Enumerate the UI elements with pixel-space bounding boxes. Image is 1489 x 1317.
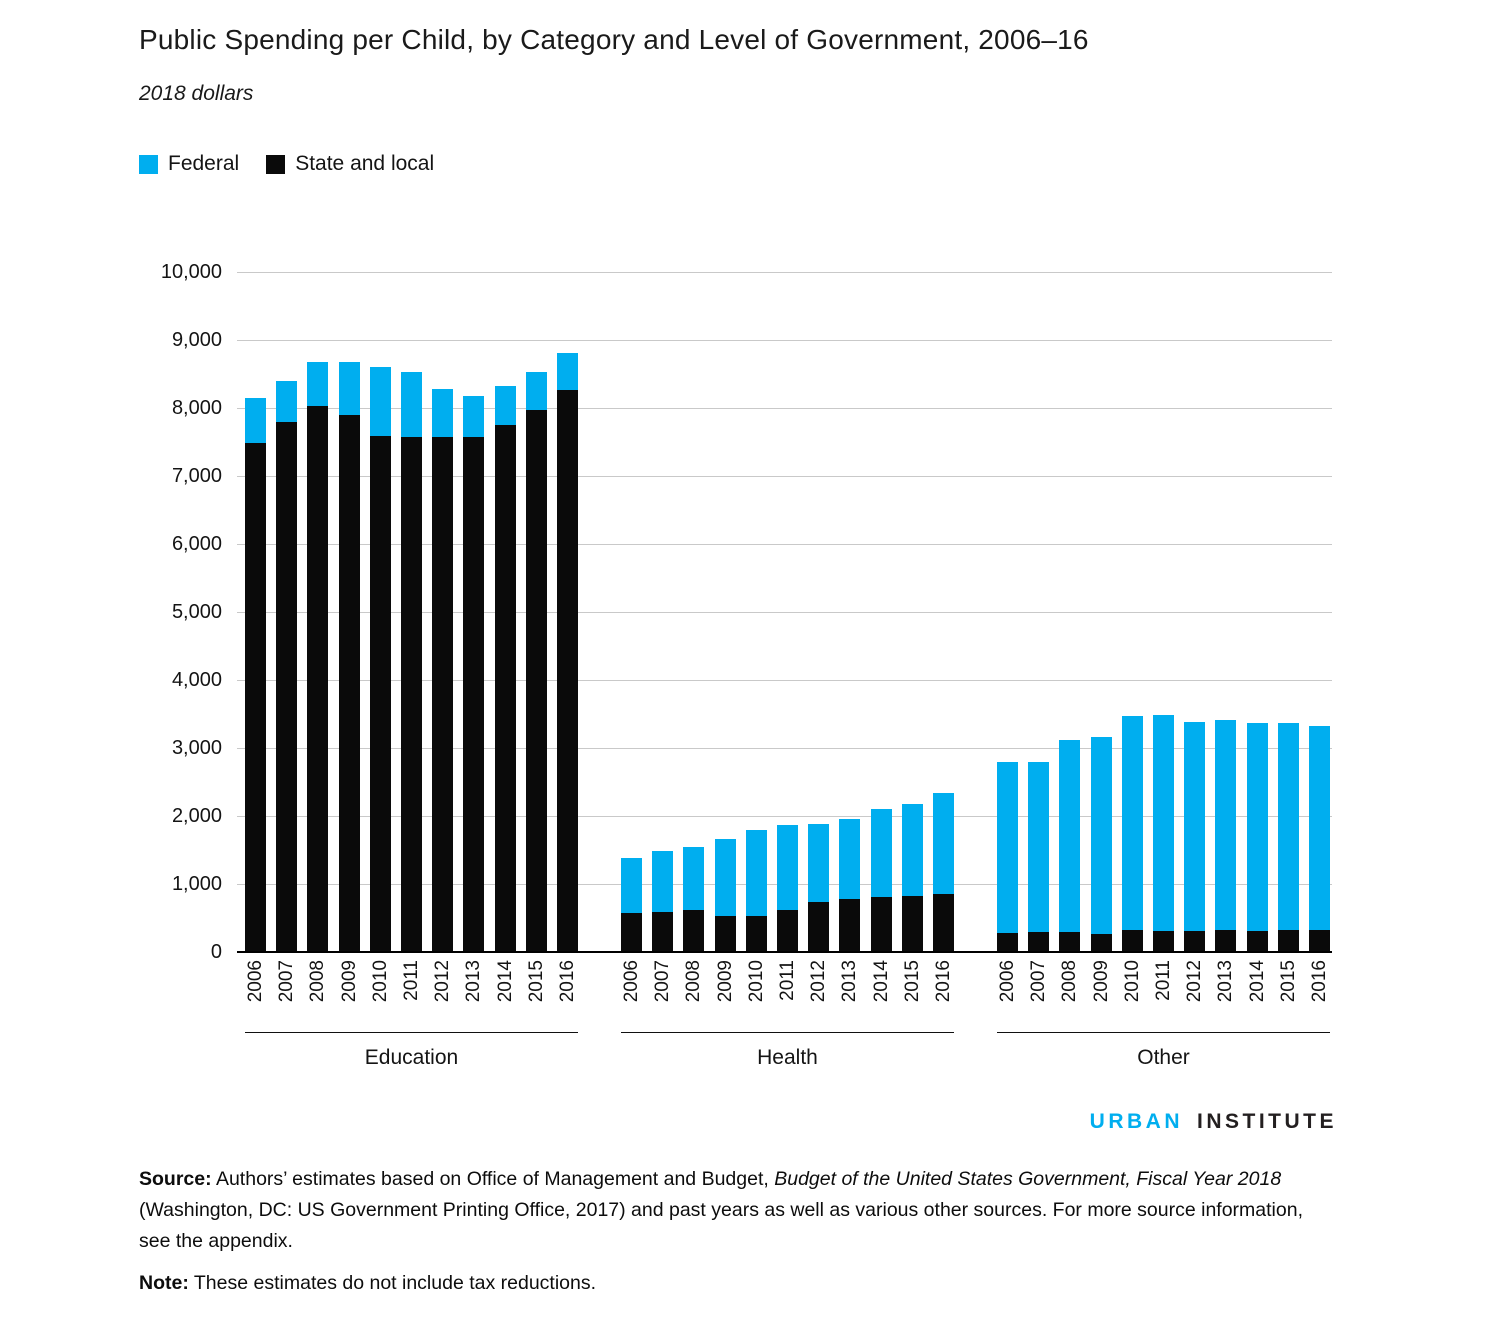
bar-segment-federal — [871, 809, 892, 897]
bar-segment-state-local — [557, 390, 578, 952]
x-axis-year-labels-education — [245, 960, 578, 1014]
bar-segment-federal — [808, 824, 829, 902]
legend-swatch-state-local — [266, 155, 285, 174]
x-axis-year-label: 2009 — [714, 960, 736, 1003]
bar-segment-state-local — [933, 894, 954, 952]
bar-segment-state-local — [1278, 930, 1299, 952]
stacked-bar-other-2009 — [1091, 737, 1112, 952]
text-segment: Authors’ estimates based on Office of Management and Budget, — [211, 1168, 775, 1190]
bar-segment-federal — [715, 839, 736, 916]
stacked-bar-health-2011 — [777, 825, 798, 952]
bar-segment-federal — [401, 372, 422, 437]
x-axis-year-label: 2008 — [1059, 960, 1081, 1003]
x-axis-year-label: 2016 — [1308, 960, 1330, 1003]
stacked-bar-education-2006 — [245, 398, 266, 952]
x-axis-year-label: 2011 — [776, 960, 798, 1001]
text-segment: Budget of the United States Government, Fiscal Year 2018 — [774, 1168, 1282, 1190]
group-label-education: Education — [364, 1046, 459, 1069]
bar-segment-state-local — [1122, 930, 1143, 952]
stacked-bar-other-2013 — [1215, 720, 1236, 952]
bar-segment-state-local — [370, 436, 391, 952]
y-axis-tick-label: 9,000 — [171, 329, 222, 351]
bar-segment-federal — [997, 762, 1018, 933]
text-segment: Note: — [139, 1272, 189, 1294]
bar-segment-federal — [1153, 715, 1174, 931]
y-axis-tick-label: 4,000 — [171, 669, 222, 691]
legend-item-state-local — [266, 152, 434, 176]
x-axis-year-label: 2012 — [808, 960, 830, 1003]
x-axis-baseline — [237, 951, 1332, 953]
bar-segment-federal — [339, 362, 360, 415]
source-text — [139, 1164, 1319, 1257]
stacked-bar-health-2009 — [715, 839, 736, 952]
bar-segment-state-local — [997, 933, 1018, 952]
x-axis-year-label: 2008 — [683, 960, 705, 1003]
stacked-bar-health-2010 — [746, 830, 767, 952]
bar-segment-federal — [432, 389, 453, 437]
bar-segment-federal — [1059, 740, 1080, 932]
bar-segment-federal — [557, 353, 578, 390]
x-axis-year-label: 2016 — [932, 960, 954, 1003]
legend-swatch-federal — [139, 155, 158, 174]
bar-segment-state-local — [902, 896, 923, 952]
stacked-bar-education-2010 — [370, 367, 391, 952]
bar-segment-state-local — [245, 443, 266, 952]
stacked-bar-education-2012 — [432, 389, 453, 952]
stacked-bar-other-2016 — [1309, 726, 1330, 952]
stacked-bar-other-2012 — [1184, 722, 1205, 952]
x-axis-year-label: 2013 — [1215, 960, 1237, 1003]
legend-label-federal: Federal — [168, 152, 240, 175]
bar-segment-state-local — [746, 916, 767, 952]
x-axis-year-labels-health — [621, 960, 954, 1014]
bar-segment-federal — [777, 825, 798, 910]
x-axis-year-label: 2015 — [901, 960, 923, 1003]
stacked-bar-health-2015 — [902, 804, 923, 952]
x-axis-year-label: 2006 — [621, 960, 642, 1003]
bar-segment-state-local — [683, 910, 704, 952]
bar-segment-state-local — [839, 899, 860, 952]
bar-segment-federal — [1028, 762, 1049, 932]
bar-group-education — [245, 272, 578, 952]
stacked-bar-other-2010 — [1122, 716, 1143, 952]
group-separator-line-education — [245, 1032, 578, 1033]
logo-word-urban: URBAN — [1089, 1110, 1183, 1133]
x-axis-year-label: 2008 — [307, 960, 329, 1003]
bar-segment-federal — [495, 386, 516, 425]
x-axis-year-label: 2011 — [1152, 960, 1174, 1001]
bar-segment-federal — [1309, 726, 1330, 930]
stacked-bar-other-2008 — [1059, 740, 1080, 952]
x-axis-year-label: 2011 — [400, 960, 422, 1001]
stacked-bar-education-2016 — [557, 353, 578, 952]
bar-segment-state-local — [808, 902, 829, 952]
x-axis-year-label: 2006 — [245, 960, 266, 1003]
bar-segment-state-local — [1059, 932, 1080, 952]
text-segment: (Washington, DC: US Government Printing Office, 2017) and past years as well as various other sources. For more source information, see the appendix. — [139, 1199, 1304, 1252]
x-axis-year-label: 2012 — [1184, 960, 1206, 1003]
group-label-other: Other — [1137, 1046, 1190, 1069]
bar-segment-federal — [1091, 737, 1112, 934]
y-axis-tick-label: 7,000 — [171, 465, 222, 487]
bar-segment-state-local — [1309, 930, 1330, 952]
group-label-health: Health — [757, 1046, 818, 1069]
x-axis-year-label: 2010 — [369, 960, 391, 1003]
x-axis-year-label: 2015 — [1277, 960, 1299, 1003]
plot-area — [237, 272, 1332, 1069]
group-separator-line-other — [997, 1032, 1330, 1033]
y-axis-tick-label: 10,000 — [160, 261, 222, 283]
stacked-bar-education-2015 — [526, 372, 547, 952]
x-axis-year-label: 2014 — [870, 960, 892, 1003]
bar-segment-federal — [245, 398, 266, 443]
y-axis-tick-label: 1,000 — [171, 873, 222, 895]
y-axis-tick-label: 5,000 — [171, 601, 222, 623]
bar-segment-federal — [1184, 722, 1205, 931]
bar-segment-state-local — [401, 437, 422, 952]
x-axis-year-label: 2007 — [1028, 960, 1050, 1003]
x-axis-year-labels-other — [997, 960, 1330, 1014]
logo-word-institute: INSTITUTE — [1197, 1110, 1337, 1133]
stacked-bar-education-2007 — [276, 381, 297, 952]
legend-item-federal — [139, 152, 239, 176]
bar-segment-federal — [526, 372, 547, 410]
bar-segment-state-local — [715, 916, 736, 952]
bar-segment-federal — [746, 830, 767, 916]
stacked-bar-health-2013 — [839, 819, 860, 952]
bar-segment-state-local — [526, 410, 547, 952]
bar-segment-state-local — [1215, 930, 1236, 952]
bar-segment-state-local — [339, 415, 360, 952]
bar-segment-state-local — [652, 912, 673, 952]
stacked-bar-education-2014 — [495, 386, 516, 952]
stacked-bar-health-2007 — [652, 851, 673, 952]
bar-segment-federal — [621, 858, 642, 913]
bar-segment-federal — [933, 793, 954, 894]
stacked-bar-education-2013 — [463, 396, 484, 952]
bar-segment-federal — [1247, 723, 1268, 931]
stacked-bar-other-2011 — [1153, 715, 1174, 952]
bar-segment-state-local — [1184, 931, 1205, 952]
group-separator-line-health — [621, 1032, 954, 1033]
bar-segment-state-local — [777, 910, 798, 952]
y-axis-tick-label: 3,000 — [171, 737, 222, 759]
bar-segment-federal — [307, 362, 328, 406]
bar-segment-federal — [652, 851, 673, 912]
y-axis-tick-label: 6,000 — [171, 533, 222, 555]
x-axis-year-label: 2014 — [1246, 960, 1268, 1003]
chart-units-subtitle: 2018 dollars — [139, 82, 254, 105]
bar-segment-federal — [1215, 720, 1236, 930]
bar-segment-state-local — [621, 913, 642, 952]
x-axis-year-label: 2012 — [432, 960, 454, 1003]
stacked-bar-other-2014 — [1247, 723, 1268, 952]
stacked-bar-health-2012 — [808, 824, 829, 952]
bar-group-health — [621, 272, 954, 952]
stacked-bar-health-2008 — [683, 847, 704, 952]
stacked-bar-health-2016 — [933, 793, 954, 952]
x-axis-year-label: 2015 — [525, 960, 547, 1003]
x-axis-year-label: 2010 — [1121, 960, 1143, 1003]
x-axis-year-label: 2013 — [839, 960, 861, 1003]
bar-segment-federal — [839, 819, 860, 899]
note-text — [139, 1268, 1319, 1299]
chart-legend — [139, 152, 434, 176]
bar-segment-state-local — [1091, 934, 1112, 952]
stacked-bar-health-2014 — [871, 809, 892, 952]
bar-segment-state-local — [463, 437, 484, 952]
y-axis-tick-label: 0 — [210, 941, 222, 963]
bar-segment-state-local — [276, 422, 297, 952]
stacked-bar-education-2011 — [401, 372, 422, 952]
bar-segment-state-local — [1153, 931, 1174, 952]
stacked-bar-education-2008 — [307, 362, 328, 952]
bar-segment-state-local — [871, 897, 892, 952]
x-axis-year-label: 2014 — [494, 960, 516, 1003]
bar-segment-federal — [463, 396, 484, 437]
stacked-bar-other-2015 — [1278, 723, 1299, 952]
y-axis-tick-label: 2,000 — [171, 805, 222, 827]
x-axis-year-label: 2009 — [338, 960, 360, 1003]
bar-segment-state-local — [1028, 932, 1049, 952]
chart-title: Public Spending per Child, by Category and Level of Government, 2006–16 — [139, 24, 1089, 55]
bar-segment-federal — [902, 804, 923, 896]
stacked-bar-other-2006 — [997, 762, 1018, 952]
bar-segment-state-local — [432, 437, 453, 952]
x-axis-year-label: 2016 — [556, 960, 578, 1003]
bar-segment-state-local — [307, 406, 328, 952]
bar-segment-federal — [370, 367, 391, 436]
text-segment: Source: — [139, 1168, 212, 1190]
text-segment: These estimates do not include tax reductions. — [188, 1272, 597, 1294]
stacked-bar-health-2006 — [621, 858, 642, 952]
bar-group-other — [997, 272, 1330, 952]
bar-segment-federal — [683, 847, 704, 910]
x-axis-year-label: 2013 — [463, 960, 485, 1003]
x-axis-year-label: 2006 — [997, 960, 1018, 1003]
bar-segment-federal — [1122, 716, 1143, 930]
x-axis-year-label: 2010 — [745, 960, 767, 1003]
x-axis-year-label: 2007 — [652, 960, 674, 1003]
stacked-bar-other-2007 — [1028, 762, 1049, 952]
x-axis-year-label: 2007 — [276, 960, 298, 1003]
bar-segment-federal — [276, 381, 297, 422]
y-axis-tick-label: 8,000 — [171, 397, 222, 419]
stacked-bar-education-2009 — [339, 362, 360, 952]
urban-institute-logo — [1090, 1110, 1337, 1134]
bar-segment-federal — [1278, 723, 1299, 930]
bar-segment-state-local — [1247, 931, 1268, 952]
x-axis-year-label: 2009 — [1090, 960, 1112, 1003]
legend-label-state-local: State and local — [295, 152, 435, 175]
bar-segment-state-local — [495, 425, 516, 952]
